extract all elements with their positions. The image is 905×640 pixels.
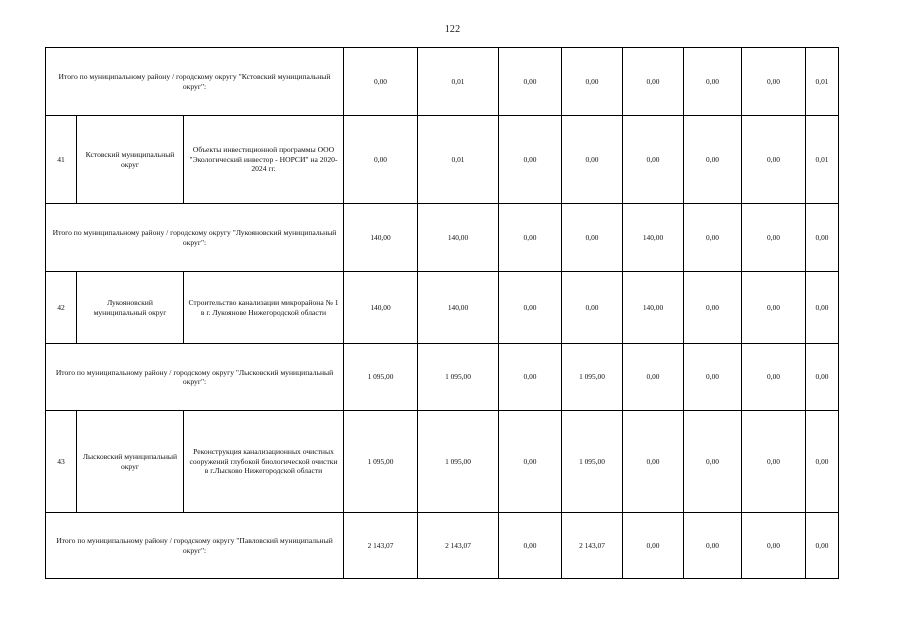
table-row — [46, 344, 839, 411]
cell-value: 0,00 — [742, 116, 806, 204]
total-value: 0,00 — [623, 344, 684, 411]
total-value: 1 095,00 — [418, 344, 499, 411]
total-value: 1 095,00 — [344, 344, 418, 411]
cell-value: 0,00 — [684, 116, 742, 204]
cell-value: 0,01 — [418, 116, 499, 204]
table-row — [46, 411, 839, 513]
total-value: 2 143,07 — [562, 513, 623, 579]
table-row — [46, 48, 839, 116]
total-value: 0,00 — [742, 204, 806, 272]
district-name: Лысковский муниципальный округ — [77, 411, 184, 513]
cell-value: 1 095,00 — [344, 411, 418, 513]
cell-value: 0,00 — [623, 411, 684, 513]
cell-value: 0,00 — [684, 272, 742, 344]
cell-value: 0,00 — [344, 116, 418, 204]
total-value: 2 143,07 — [418, 513, 499, 579]
cell-value: 140,00 — [418, 272, 499, 344]
total-label: Итого по муниципальному району / городскому округу "Кстовский муниципальный округ": — [46, 48, 344, 116]
cell-value: 1 095,00 — [562, 411, 623, 513]
total-value: 0,00 — [499, 48, 562, 116]
total-value: 0,00 — [562, 204, 623, 272]
total-value: 0,00 — [742, 513, 806, 579]
cell-value: 140,00 — [344, 272, 418, 344]
cell-value: 0,00 — [806, 411, 839, 513]
district-name: Кстовский муниципальный округ — [77, 116, 184, 204]
cell-value: 0,00 — [623, 116, 684, 204]
table-row — [46, 204, 839, 272]
cell-value: 0,00 — [806, 272, 839, 344]
cell-value: 0,00 — [562, 116, 623, 204]
total-label: Итого по муниципальному району / городскому округу "Лысковский муниципальный округ": — [46, 344, 344, 411]
table-row — [46, 272, 839, 344]
total-value: 0,00 — [562, 48, 623, 116]
row-number: 41 — [46, 116, 77, 204]
total-value: 0,00 — [684, 344, 742, 411]
page-number: 122 — [444, 24, 461, 35]
cell-value: 140,00 — [623, 272, 684, 344]
total-value: 0,00 — [499, 513, 562, 579]
total-label: Итого по муниципальному району / городскому округу "Павловский муниципальный округ": — [46, 513, 344, 579]
cell-value: 0,01 — [806, 116, 839, 204]
total-value: 0,00 — [684, 48, 742, 116]
total-value: 0,00 — [623, 513, 684, 579]
total-value: 0,00 — [684, 204, 742, 272]
total-value: 0,00 — [806, 204, 839, 272]
total-value: 0,00 — [499, 344, 562, 411]
total-label: Итого по муниципальному району / городскому округу "Лукояновский муниципальный округ": — [46, 204, 344, 272]
total-value: 0,00 — [499, 204, 562, 272]
total-value: 0,00 — [623, 48, 684, 116]
cell-value: 0,00 — [742, 272, 806, 344]
cell-value: 0,00 — [684, 411, 742, 513]
district-name: Лукояновский муниципальный округ — [77, 272, 184, 344]
table-row — [46, 513, 839, 579]
cell-value: 0,00 — [562, 272, 623, 344]
total-value: 1 095,00 — [562, 344, 623, 411]
total-value: 140,00 — [623, 204, 684, 272]
total-value: 0,00 — [806, 513, 839, 579]
cell-value: 0,00 — [499, 411, 562, 513]
total-value: 0,00 — [742, 48, 806, 116]
total-value: 0,00 — [806, 344, 839, 411]
cell-value: 0,00 — [499, 272, 562, 344]
table-row — [46, 116, 839, 204]
row-number: 42 — [46, 272, 77, 344]
total-value: 2 143,07 — [344, 513, 418, 579]
object-name: Объекты инвестиционной программы ООО "Экологический инвестор - НОРСИ" на 2020-2024 гг. — [184, 116, 344, 204]
total-value: 0,00 — [684, 513, 742, 579]
investment-table — [45, 47, 839, 579]
total-value: 0,00 — [344, 48, 418, 116]
total-value: 0,01 — [418, 48, 499, 116]
total-value: 0,01 — [806, 48, 839, 116]
cell-value: 0,00 — [499, 116, 562, 204]
object-name: Строительство канализации микрорайона № 1 в г. Лукоянове Нижегородской области — [184, 272, 344, 344]
cell-value: 1 095,00 — [418, 411, 499, 513]
total-value: 140,00 — [418, 204, 499, 272]
total-value: 140,00 — [344, 204, 418, 272]
total-value: 0,00 — [742, 344, 806, 411]
cell-value: 0,00 — [742, 411, 806, 513]
object-name: Реконструкция канализационных очистных сооружений глубокой биологической очистки в г.Лысково Нижегородской области — [184, 411, 344, 513]
row-number: 43 — [46, 411, 77, 513]
